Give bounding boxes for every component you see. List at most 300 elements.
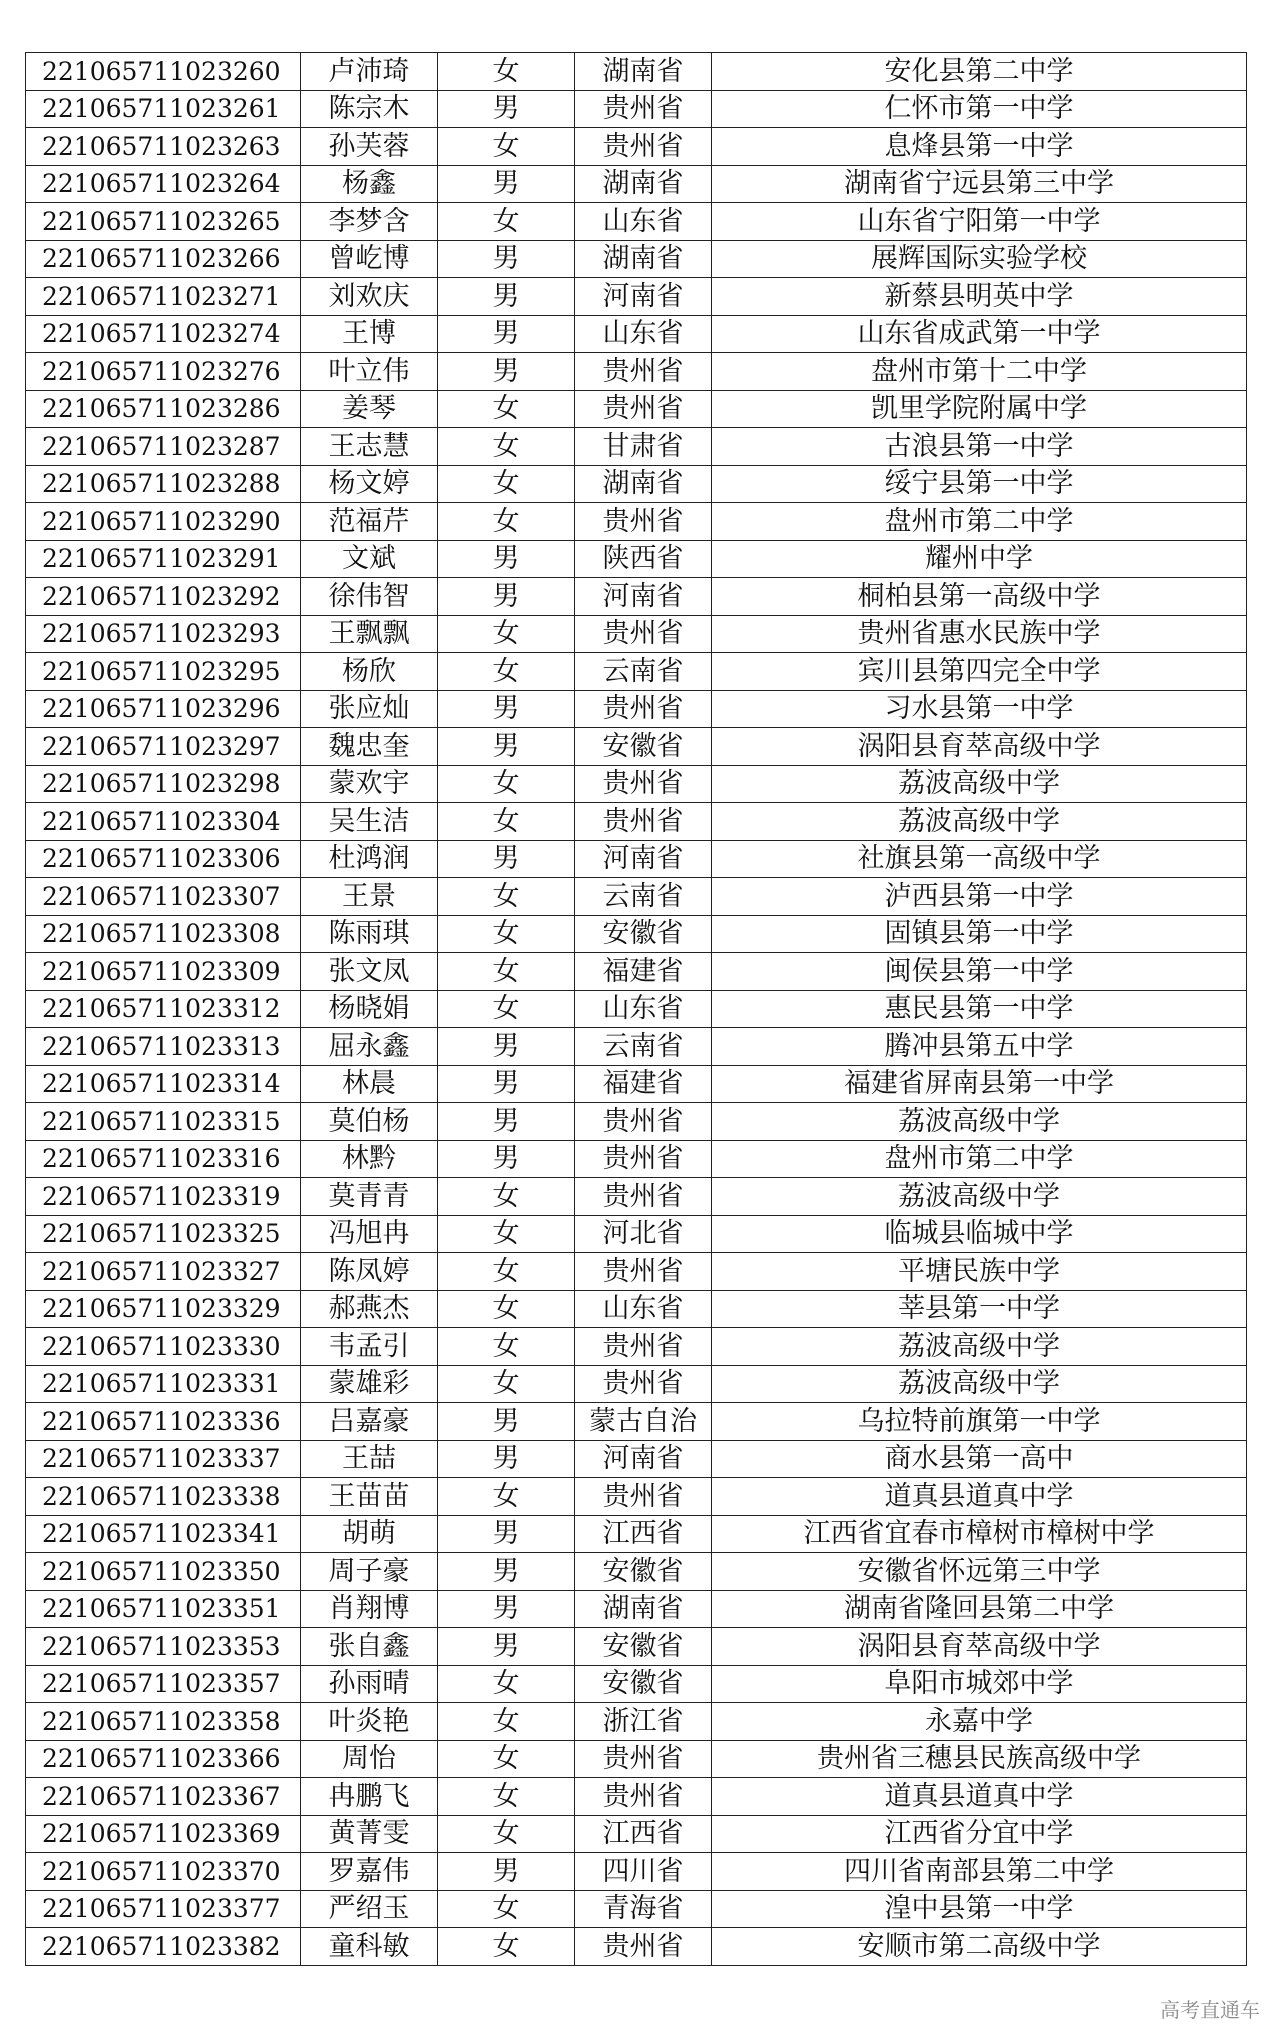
province-cell: 安徽省 xyxy=(575,728,712,766)
watermark-text: 高考直通车 xyxy=(1160,1998,1260,2022)
province-cell: 贵州省 xyxy=(575,765,712,803)
table-row xyxy=(26,953,1247,991)
school-cell: 荔波高级中学 xyxy=(712,803,1247,841)
student-id-cell: 221065711023313 xyxy=(26,1028,301,1066)
province-cell: 河南省 xyxy=(575,578,712,616)
gender-cell: 女 xyxy=(438,1253,575,1291)
student-name-cell: 胡萌 xyxy=(301,1515,438,1553)
student-id-cell: 221065711023351 xyxy=(26,1590,301,1628)
gender-cell: 女 xyxy=(438,53,575,91)
province-cell: 贵州省 xyxy=(575,1478,712,1516)
student-id-cell: 221065711023288 xyxy=(26,465,301,503)
table-row xyxy=(26,165,1247,203)
school-cell: 荔波高级中学 xyxy=(712,1328,1247,1366)
student-name-cell: 周子豪 xyxy=(301,1553,438,1591)
student-name-cell: 莫伯杨 xyxy=(301,1103,438,1141)
gender-cell: 女 xyxy=(438,953,575,991)
gender-cell: 男 xyxy=(438,540,575,578)
province-cell: 河南省 xyxy=(575,840,712,878)
school-cell: 荔波高级中学 xyxy=(712,1365,1247,1403)
school-cell: 盘州市第十二中学 xyxy=(712,353,1247,391)
table-row xyxy=(26,1703,1247,1741)
school-cell: 道真县道真中学 xyxy=(712,1478,1247,1516)
student-id-cell: 221065711023314 xyxy=(26,1065,301,1103)
school-cell: 闽侯县第一中学 xyxy=(712,953,1247,991)
table-row xyxy=(26,503,1247,541)
province-cell: 福建省 xyxy=(575,953,712,991)
gender-cell: 女 xyxy=(438,128,575,166)
gender-cell: 女 xyxy=(438,1665,575,1703)
school-cell: 福建省屏南县第一中学 xyxy=(712,1065,1247,1103)
province-cell: 安徽省 xyxy=(575,1628,712,1666)
table-row xyxy=(26,803,1247,841)
table-row xyxy=(26,240,1247,278)
gender-cell: 男 xyxy=(438,1440,575,1478)
school-cell: 永嘉中学 xyxy=(712,1703,1247,1741)
gender-cell: 男 xyxy=(438,728,575,766)
province-cell: 江西省 xyxy=(575,1815,712,1853)
gender-cell: 男 xyxy=(438,1403,575,1441)
province-cell: 福建省 xyxy=(575,1065,712,1103)
student-id-cell: 221065711023331 xyxy=(26,1365,301,1403)
student-id-cell: 221065711023337 xyxy=(26,1440,301,1478)
student-name-cell: 吕嘉豪 xyxy=(301,1403,438,1441)
student-name-cell: 姜琴 xyxy=(301,390,438,428)
school-cell: 江西省分宜中学 xyxy=(712,1815,1247,1853)
gender-cell: 女 xyxy=(438,803,575,841)
admission-list-table xyxy=(25,52,1247,1966)
province-cell: 青海省 xyxy=(575,1890,712,1928)
student-id-cell: 221065711023292 xyxy=(26,578,301,616)
school-cell: 惠民县第一中学 xyxy=(712,990,1247,1028)
table-row xyxy=(26,578,1247,616)
gender-cell: 女 xyxy=(438,465,575,503)
student-id-cell: 221065711023298 xyxy=(26,765,301,803)
province-cell: 贵州省 xyxy=(575,390,712,428)
gender-cell: 女 xyxy=(438,1178,575,1216)
student-id-cell: 221065711023296 xyxy=(26,690,301,728)
school-cell: 乌拉特前旗第一中学 xyxy=(712,1403,1247,1441)
school-cell: 凯里学院附属中学 xyxy=(712,390,1247,428)
school-cell: 湟中县第一中学 xyxy=(712,1890,1247,1928)
gender-cell: 女 xyxy=(438,1815,575,1853)
table-row xyxy=(26,1665,1247,1703)
table-row xyxy=(26,840,1247,878)
student-name-cell: 陈凤婷 xyxy=(301,1253,438,1291)
student-id-cell: 221065711023341 xyxy=(26,1515,301,1553)
table-row xyxy=(26,1815,1247,1853)
table-row xyxy=(26,1403,1247,1441)
student-id-cell: 221065711023330 xyxy=(26,1328,301,1366)
gender-cell: 女 xyxy=(438,1703,575,1741)
province-cell: 湖南省 xyxy=(575,165,712,203)
student-id-cell: 221065711023358 xyxy=(26,1703,301,1741)
province-cell: 山东省 xyxy=(575,1290,712,1328)
province-cell: 河南省 xyxy=(575,278,712,316)
province-cell: 湖南省 xyxy=(575,1590,712,1628)
table-row xyxy=(26,1290,1247,1328)
school-cell: 阜阳市城郊中学 xyxy=(712,1665,1247,1703)
student-id-cell: 221065711023319 xyxy=(26,1178,301,1216)
school-cell: 耀州中学 xyxy=(712,540,1247,578)
school-cell: 四川省南部县第二中学 xyxy=(712,1853,1247,1891)
table-row xyxy=(26,1515,1247,1553)
student-name-cell: 冉鹏飞 xyxy=(301,1778,438,1816)
student-name-cell: 孙芙蓉 xyxy=(301,128,438,166)
gender-cell: 女 xyxy=(438,1478,575,1516)
table-row xyxy=(26,1140,1247,1178)
province-cell: 贵州省 xyxy=(575,1253,712,1291)
student-id-cell: 221065711023293 xyxy=(26,615,301,653)
school-cell: 宾川县第四完全中学 xyxy=(712,653,1247,691)
student-name-cell: 冯旭冉 xyxy=(301,1215,438,1253)
province-cell: 江西省 xyxy=(575,1515,712,1553)
province-cell: 贵州省 xyxy=(575,1140,712,1178)
student-name-cell: 王志慧 xyxy=(301,428,438,466)
gender-cell: 女 xyxy=(438,1328,575,1366)
student-name-cell: 张文凤 xyxy=(301,953,438,991)
school-cell: 山东省成武第一中学 xyxy=(712,315,1247,353)
gender-cell: 女 xyxy=(438,203,575,241)
student-name-cell: 李梦含 xyxy=(301,203,438,241)
student-id-cell: 221065711023286 xyxy=(26,390,301,428)
table-row xyxy=(26,1628,1247,1666)
table-row xyxy=(26,1590,1247,1628)
student-name-cell: 肖翔博 xyxy=(301,1590,438,1628)
student-name-cell: 徐伟智 xyxy=(301,578,438,616)
gender-cell: 男 xyxy=(438,1553,575,1591)
student-name-cell: 莫青青 xyxy=(301,1178,438,1216)
table-row xyxy=(26,1890,1247,1928)
gender-cell: 女 xyxy=(438,615,575,653)
student-name-cell: 刘欢庆 xyxy=(301,278,438,316)
table-row xyxy=(26,353,1247,391)
student-name-cell: 周怡 xyxy=(301,1740,438,1778)
table-row xyxy=(26,1365,1247,1403)
gender-cell: 女 xyxy=(438,1890,575,1928)
province-cell: 安徽省 xyxy=(575,1665,712,1703)
table-row xyxy=(26,1103,1247,1141)
student-id-cell: 221065711023316 xyxy=(26,1140,301,1178)
school-cell: 仁怀市第一中学 xyxy=(712,90,1247,128)
table-row xyxy=(26,765,1247,803)
student-id-cell: 221065711023309 xyxy=(26,953,301,991)
province-cell: 贵州省 xyxy=(575,1178,712,1216)
student-name-cell: 王喆 xyxy=(301,1440,438,1478)
student-name-cell: 王景 xyxy=(301,878,438,916)
table-row xyxy=(26,1928,1247,1966)
student-name-cell: 林黔 xyxy=(301,1140,438,1178)
table-row xyxy=(26,465,1247,503)
school-cell: 贵州省三穗县民族高级中学 xyxy=(712,1740,1247,1778)
school-cell: 道真县道真中学 xyxy=(712,1778,1247,1816)
table-row xyxy=(26,203,1247,241)
table-row xyxy=(26,1440,1247,1478)
student-name-cell: 黄菁雯 xyxy=(301,1815,438,1853)
student-name-cell: 蒙欢宇 xyxy=(301,765,438,803)
student-name-cell: 童科敏 xyxy=(301,1928,438,1966)
province-cell: 贵州省 xyxy=(575,128,712,166)
table-row xyxy=(26,540,1247,578)
student-name-cell: 屈永鑫 xyxy=(301,1028,438,1066)
student-name-cell: 文斌 xyxy=(301,540,438,578)
table-row xyxy=(26,390,1247,428)
province-cell: 贵州省 xyxy=(575,690,712,728)
school-cell: 展辉国际实验学校 xyxy=(712,240,1247,278)
school-cell: 桐柏县第一高级中学 xyxy=(712,578,1247,616)
school-cell: 山东省宁阳第一中学 xyxy=(712,203,1247,241)
student-id-cell: 221065711023312 xyxy=(26,990,301,1028)
province-cell: 贵州省 xyxy=(575,353,712,391)
gender-cell: 男 xyxy=(438,240,575,278)
school-cell: 江西省宜春市樟树市樟树中学 xyxy=(712,1515,1247,1553)
student-name-cell: 林晨 xyxy=(301,1065,438,1103)
table-row xyxy=(26,315,1247,353)
school-cell: 湖南省宁远县第三中学 xyxy=(712,165,1247,203)
gender-cell: 女 xyxy=(438,1928,575,1966)
student-id-cell: 221065711023350 xyxy=(26,1553,301,1591)
student-id-cell: 221065711023382 xyxy=(26,1928,301,1966)
student-name-cell: 张应灿 xyxy=(301,690,438,728)
province-cell: 云南省 xyxy=(575,653,712,691)
gender-cell: 男 xyxy=(438,578,575,616)
gender-cell: 男 xyxy=(438,1853,575,1891)
table-row xyxy=(26,53,1247,91)
province-cell: 云南省 xyxy=(575,1028,712,1066)
table-row xyxy=(26,278,1247,316)
student-name-cell: 罗嘉伟 xyxy=(301,1853,438,1891)
table-row xyxy=(26,1065,1247,1103)
student-name-cell: 魏忠奎 xyxy=(301,728,438,766)
table-row xyxy=(26,915,1247,953)
gender-cell: 女 xyxy=(438,1740,575,1778)
student-id-cell: 221065711023263 xyxy=(26,128,301,166)
student-id-cell: 221065711023329 xyxy=(26,1290,301,1328)
student-name-cell: 严绍玉 xyxy=(301,1890,438,1928)
student-id-cell: 221065711023306 xyxy=(26,840,301,878)
student-name-cell: 杜鸿润 xyxy=(301,840,438,878)
gender-cell: 女 xyxy=(438,1215,575,1253)
gender-cell: 男 xyxy=(438,90,575,128)
gender-cell: 女 xyxy=(438,390,575,428)
student-name-cell: 郝燕杰 xyxy=(301,1290,438,1328)
table-row xyxy=(26,128,1247,166)
student-id-cell: 221065711023261 xyxy=(26,90,301,128)
school-cell: 商水县第一高中 xyxy=(712,1440,1247,1478)
gender-cell: 男 xyxy=(438,1065,575,1103)
student-id-cell: 221065711023271 xyxy=(26,278,301,316)
province-cell: 贵州省 xyxy=(575,1740,712,1778)
table-row xyxy=(26,1253,1247,1291)
table-row xyxy=(26,1853,1247,1891)
province-cell: 安徽省 xyxy=(575,915,712,953)
gender-cell: 男 xyxy=(438,165,575,203)
student-id-cell: 221065711023291 xyxy=(26,540,301,578)
province-cell: 贵州省 xyxy=(575,1328,712,1366)
gender-cell: 女 xyxy=(438,1290,575,1328)
school-cell: 临城县临城中学 xyxy=(712,1215,1247,1253)
province-cell: 贵州省 xyxy=(575,615,712,653)
table-row xyxy=(26,90,1247,128)
student-name-cell: 范福芹 xyxy=(301,503,438,541)
table-row xyxy=(26,728,1247,766)
school-cell: 荔波高级中学 xyxy=(712,1103,1247,1141)
gender-cell: 女 xyxy=(438,878,575,916)
province-cell: 贵州省 xyxy=(575,503,712,541)
student-id-cell: 221065711023353 xyxy=(26,1628,301,1666)
gender-cell: 女 xyxy=(438,990,575,1028)
gender-cell: 女 xyxy=(438,765,575,803)
gender-cell: 女 xyxy=(438,915,575,953)
table-row xyxy=(26,1478,1247,1516)
student-name-cell: 叶炎艳 xyxy=(301,1703,438,1741)
school-cell: 安顺市第二高级中学 xyxy=(712,1928,1247,1966)
province-cell: 云南省 xyxy=(575,878,712,916)
province-cell: 贵州省 xyxy=(575,1103,712,1141)
student-id-cell: 221065711023264 xyxy=(26,165,301,203)
province-cell: 陕西省 xyxy=(575,540,712,578)
student-name-cell: 吴生洁 xyxy=(301,803,438,841)
gender-cell: 男 xyxy=(438,315,575,353)
student-name-cell: 王苗苗 xyxy=(301,1478,438,1516)
student-id-cell: 221065711023369 xyxy=(26,1815,301,1853)
table-row xyxy=(26,1328,1247,1366)
province-cell: 河北省 xyxy=(575,1215,712,1253)
school-cell: 盘州市第二中学 xyxy=(712,1140,1247,1178)
province-cell: 甘肃省 xyxy=(575,428,712,466)
table-row xyxy=(26,1028,1247,1066)
student-id-cell: 221065711023260 xyxy=(26,53,301,91)
table-row xyxy=(26,1178,1247,1216)
student-id-cell: 221065711023377 xyxy=(26,1890,301,1928)
student-id-cell: 221065711023325 xyxy=(26,1215,301,1253)
school-cell: 莘县第一中学 xyxy=(712,1290,1247,1328)
province-cell: 贵州省 xyxy=(575,1778,712,1816)
province-cell: 河南省 xyxy=(575,1440,712,1478)
school-cell: 泸西县第一中学 xyxy=(712,878,1247,916)
student-id-cell: 221065711023327 xyxy=(26,1253,301,1291)
table-row xyxy=(26,878,1247,916)
province-cell: 湖南省 xyxy=(575,240,712,278)
student-id-cell: 221065711023336 xyxy=(26,1403,301,1441)
student-name-cell: 韦孟引 xyxy=(301,1328,438,1366)
gender-cell: 女 xyxy=(438,1365,575,1403)
gender-cell: 男 xyxy=(438,1590,575,1628)
student-name-cell: 蒙雄彩 xyxy=(301,1365,438,1403)
province-cell: 山东省 xyxy=(575,990,712,1028)
province-cell: 贵州省 xyxy=(575,803,712,841)
gender-cell: 男 xyxy=(438,690,575,728)
student-name-cell: 杨晓娟 xyxy=(301,990,438,1028)
student-name-cell: 卢沛琦 xyxy=(301,53,438,91)
gender-cell: 男 xyxy=(438,1628,575,1666)
school-cell: 固镇县第一中学 xyxy=(712,915,1247,953)
student-id-cell: 221065711023266 xyxy=(26,240,301,278)
gender-cell: 男 xyxy=(438,278,575,316)
student-name-cell: 孙雨晴 xyxy=(301,1665,438,1703)
school-cell: 平塘民族中学 xyxy=(712,1253,1247,1291)
table-row xyxy=(26,428,1247,466)
province-cell: 山东省 xyxy=(575,203,712,241)
gender-cell: 男 xyxy=(438,1103,575,1141)
school-cell: 息烽县第一中学 xyxy=(712,128,1247,166)
school-cell: 涡阳县育萃高级中学 xyxy=(712,1628,1247,1666)
province-cell: 贵州省 xyxy=(575,90,712,128)
student-id-cell: 221065711023357 xyxy=(26,1665,301,1703)
gender-cell: 男 xyxy=(438,1140,575,1178)
student-id-cell: 221065711023366 xyxy=(26,1740,301,1778)
student-id-cell: 221065711023307 xyxy=(26,878,301,916)
student-name-cell: 陈宗木 xyxy=(301,90,438,128)
school-cell: 荔波高级中学 xyxy=(712,1178,1247,1216)
gender-cell: 男 xyxy=(438,840,575,878)
table-row xyxy=(26,690,1247,728)
gender-cell: 男 xyxy=(438,353,575,391)
province-cell: 贵州省 xyxy=(575,1365,712,1403)
school-cell: 涡阳县育萃高级中学 xyxy=(712,728,1247,766)
school-cell: 新蔡县明英中学 xyxy=(712,278,1247,316)
school-cell: 湖南省隆回县第二中学 xyxy=(712,1590,1247,1628)
school-cell: 腾冲县第五中学 xyxy=(712,1028,1247,1066)
school-cell: 贵州省惠水民族中学 xyxy=(712,615,1247,653)
school-cell: 古浪县第一中学 xyxy=(712,428,1247,466)
table-row xyxy=(26,990,1247,1028)
school-cell: 习水县第一中学 xyxy=(712,690,1247,728)
student-id-cell: 221065711023265 xyxy=(26,203,301,241)
gender-cell: 男 xyxy=(438,1028,575,1066)
province-cell: 湖南省 xyxy=(575,465,712,503)
gender-cell: 男 xyxy=(438,1515,575,1553)
student-id-cell: 221065711023315 xyxy=(26,1103,301,1141)
table-row xyxy=(26,1553,1247,1591)
table-row xyxy=(26,1215,1247,1253)
province-cell: 山东省 xyxy=(575,315,712,353)
student-name-cell: 杨欣 xyxy=(301,653,438,691)
student-id-cell: 221065711023274 xyxy=(26,315,301,353)
student-name-cell: 曾屹博 xyxy=(301,240,438,278)
student-id-cell: 221065711023295 xyxy=(26,653,301,691)
table-row xyxy=(26,653,1247,691)
province-cell: 贵州省 xyxy=(575,1928,712,1966)
student-id-cell: 221065711023297 xyxy=(26,728,301,766)
student-id-cell: 221065711023276 xyxy=(26,353,301,391)
student-name-cell: 张自鑫 xyxy=(301,1628,438,1666)
table-row xyxy=(26,1778,1247,1816)
gender-cell: 女 xyxy=(438,428,575,466)
province-cell: 四川省 xyxy=(575,1853,712,1891)
student-name-cell: 叶立伟 xyxy=(301,353,438,391)
student-id-cell: 221065711023287 xyxy=(26,428,301,466)
student-name-cell: 王博 xyxy=(301,315,438,353)
school-cell: 安化县第二中学 xyxy=(712,53,1247,91)
school-cell: 安徽省怀远第三中学 xyxy=(712,1553,1247,1591)
table-row xyxy=(26,1740,1247,1778)
student-id-cell: 221065711023308 xyxy=(26,915,301,953)
school-cell: 荔波高级中学 xyxy=(712,765,1247,803)
student-name-cell: 王飘飘 xyxy=(301,615,438,653)
student-id-cell: 221065711023338 xyxy=(26,1478,301,1516)
student-id-cell: 221065711023367 xyxy=(26,1778,301,1816)
school-cell: 社旗县第一高级中学 xyxy=(712,840,1247,878)
gender-cell: 女 xyxy=(438,653,575,691)
province-cell: 浙江省 xyxy=(575,1703,712,1741)
province-cell: 蒙古自治 xyxy=(575,1403,712,1441)
school-cell: 绥宁县第一中学 xyxy=(712,465,1247,503)
student-id-cell: 221065711023370 xyxy=(26,1853,301,1891)
student-name-cell: 杨文婷 xyxy=(301,465,438,503)
province-cell: 安徽省 xyxy=(575,1553,712,1591)
gender-cell: 女 xyxy=(438,503,575,541)
